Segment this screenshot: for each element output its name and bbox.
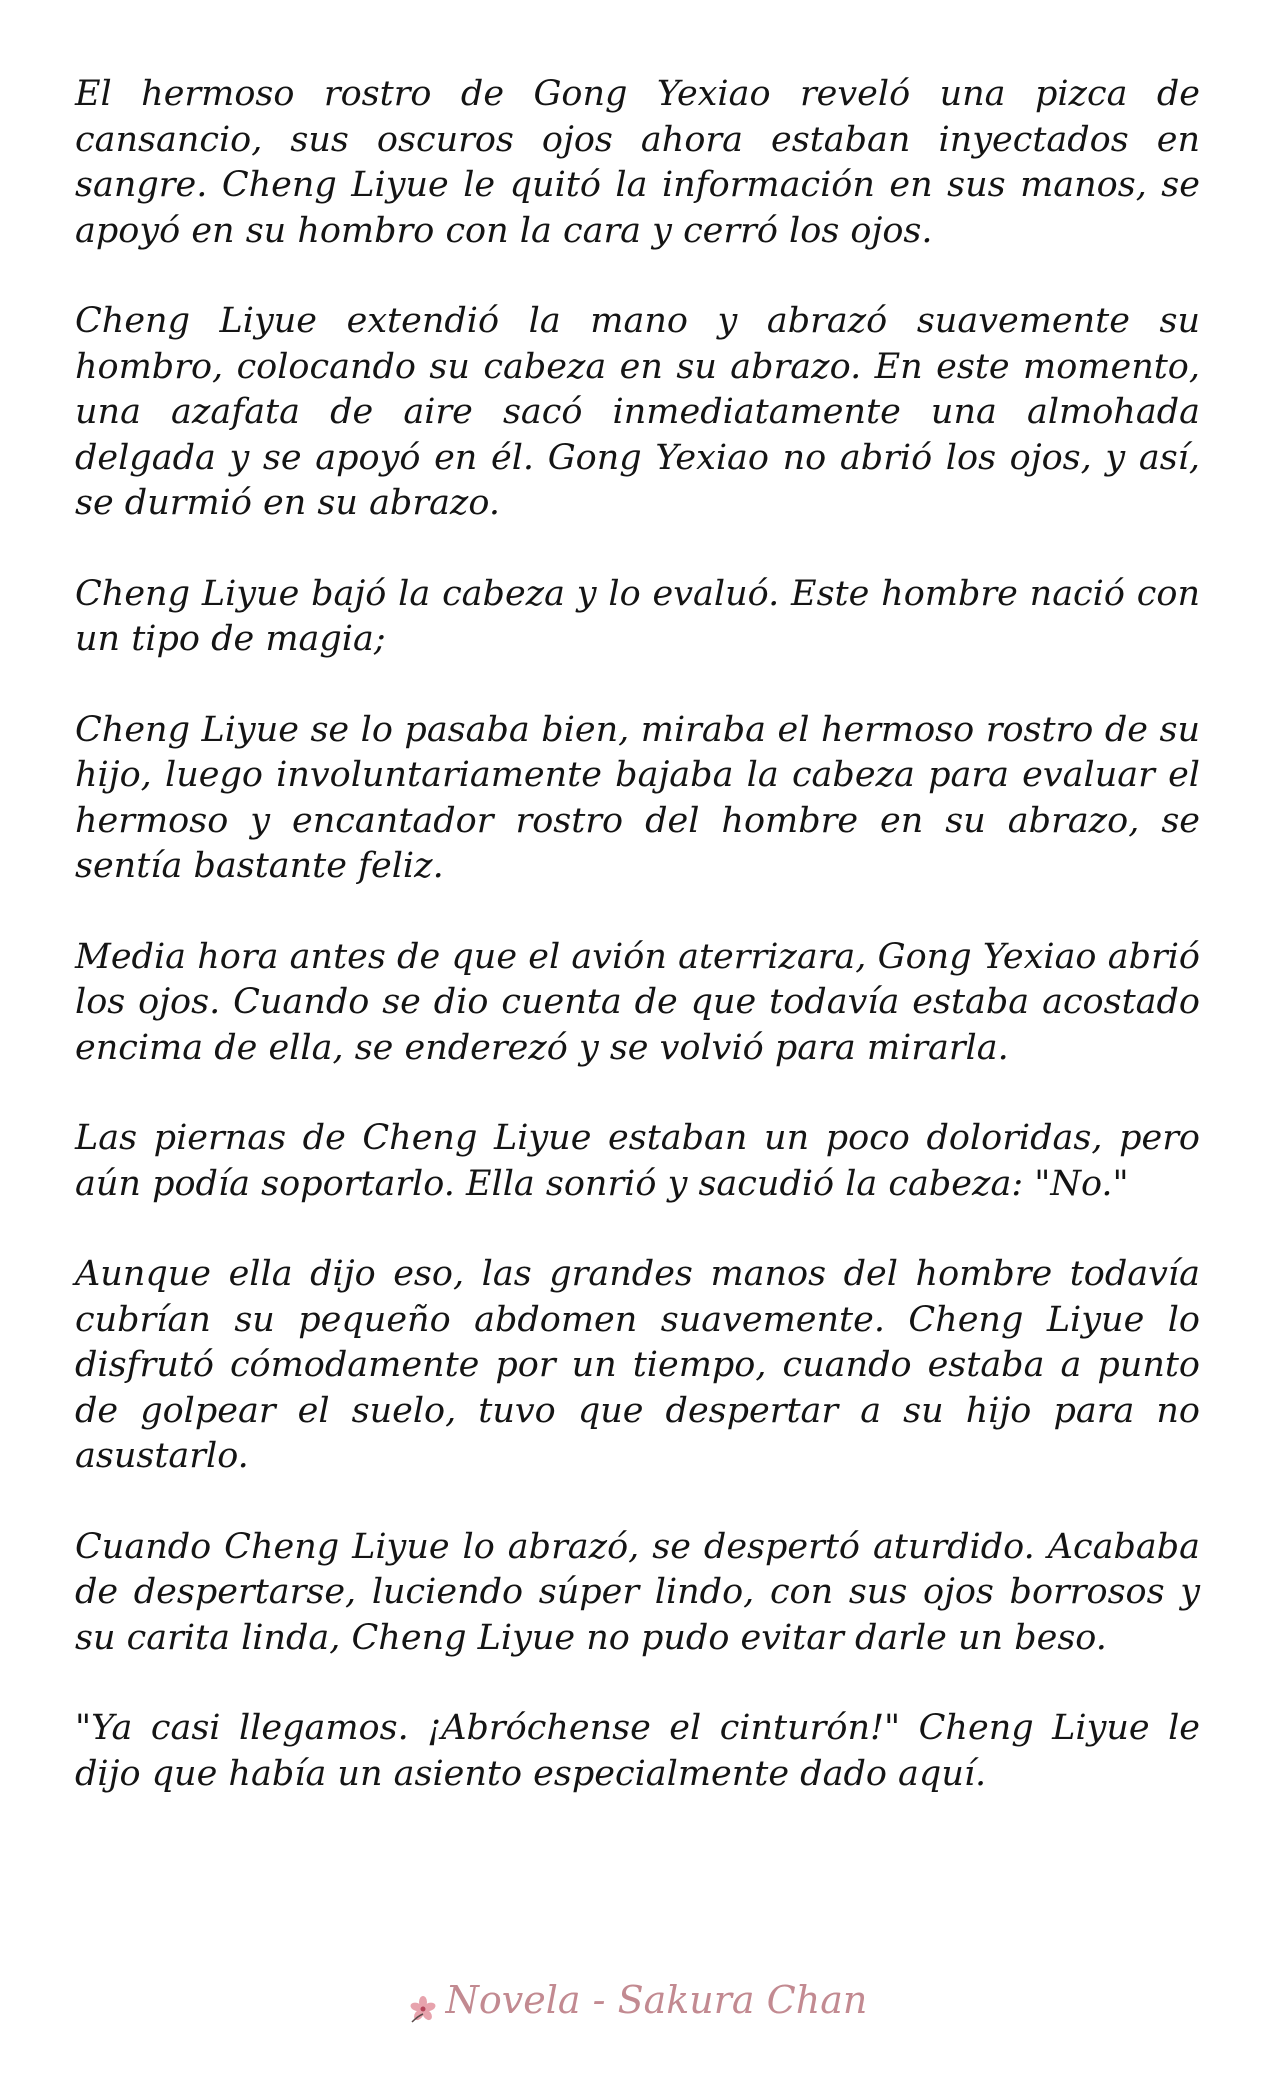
paragraph-5: Media hora antes de que el avión aterrizara, Gong Yexiao abrió los ojos. Cuando se dio cuenta de que todavía estaba acostado encima de ella, se enderezó y se volvió para mirarla. <box>75 936 1200 1068</box>
paragraph-8: Cuando Cheng Liyue lo abrazó, se despertó aturdido. Acababa de despertarse, luciendo súper lindo, con sus ojos borrosos y su carita linda, Cheng Liyue no pudo evitar darle un beso. <box>75 1526 1200 1658</box>
watermark-footer <box>0 1975 1275 2025</box>
document-body <box>75 72 1200 1797</box>
paragraph-6: Las piernas de Cheng Liyue estaban un poco doloridas, pero aún podía soportarlo. Ella sonrió y sacudió la cabeza: "No." <box>75 1118 1200 1204</box>
paragraph-3: Cheng Liyue bajó la cabeza y lo evaluó. Este hombre nació con un tipo de magia; <box>75 573 1200 659</box>
paragraph-2: Cheng Liyue extendió la mano y abrazó suavemente su hombro, colocando su cabeza en su abrazo. En este momento, una azafata de aire sacó inmediatamente una almohada delgada y se apoyó en él. Gong Yexiao no abrió los ojos, y así, se durmió en su abrazo. <box>75 301 1200 523</box>
paragraph-1: El hermoso rostro de Gong Yexiao reveló una pizca de cansancio, sus oscuros ojos ahora estaban inyectados en sangre. Cheng Liyue le quitó la información en sus manos, se apoyó en su hombro con la cara y cerró los ojos. <box>75 74 1200 251</box>
footer-text: Novela - Sakura Chan <box>445 1978 868 2022</box>
paragraph-9: "Ya casi llegamos. ¡Abróchense el cinturón!" Cheng Liyue le dijo que había un asiento especialmente dado aquí. <box>75 1708 1200 1794</box>
paragraph-4: Cheng Liyue se lo pasaba bien, miraba el hermoso rostro de su hijo, luego involuntariamente bajaba la cabeza para evaluar el hermoso y encantador rostro del hombre en su abrazo, se sentía bastante feliz. <box>75 709 1200 886</box>
paragraph-7: Aunque ella dijo eso, las grandes manos del hombre todavía cubrían su pequeño abdomen suavemente. Cheng Liyue lo disfrutó cómodamente por un tiempo, cuando estaba a punto de golpear el suelo, tuvo que despertar a su hijo para no asustarlo. <box>75 1254 1200 1476</box>
sakura-flower-icon <box>408 1986 438 2016</box>
